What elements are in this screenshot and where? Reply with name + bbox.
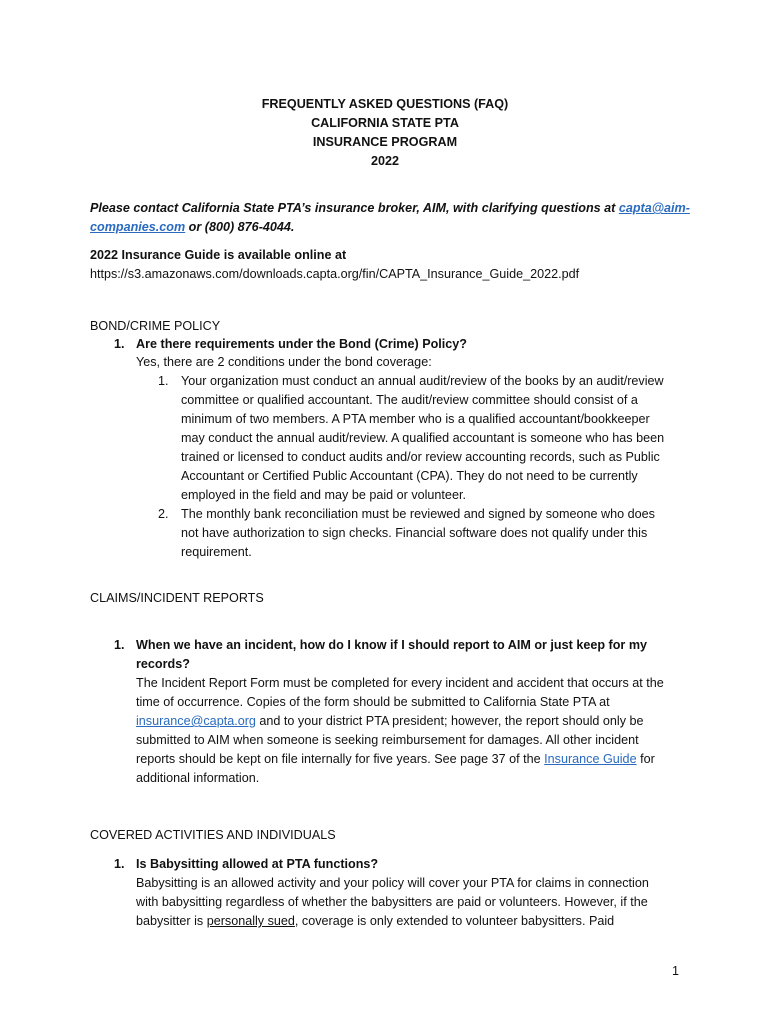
title-line-3: INSURANCE PROGRAM bbox=[312, 135, 458, 149]
claims-answer-line: The Incident Report Form must be completed for every incident and accident that occurs at the bbox=[136, 676, 664, 690]
bond-question-number: 1. bbox=[114, 337, 125, 351]
claims-answer-line: time of occurrence. Copies of the form should be submitted to California State PTA at bbox=[136, 695, 610, 709]
contact-email-link-cont[interactable]: companies.com bbox=[90, 220, 186, 234]
bond-condition-1-number: 1. bbox=[158, 374, 169, 388]
contact-line-2 bbox=[90, 218, 294, 237]
bond-condition-2-line: The monthly bank reconciliation must be reviewed and signed by someone who does bbox=[181, 507, 655, 521]
claims-answer-line bbox=[136, 750, 655, 769]
title-line-2: CALIFORNIA STATE PTA bbox=[311, 116, 459, 130]
claims-answer-line: additional information. bbox=[136, 771, 260, 785]
bond-condition-1-line: minimum of two members. A PTA member who is a qualified accountant/bookkeeper bbox=[181, 412, 650, 426]
insurance-email-link[interactable]: insurance@capta.org bbox=[136, 714, 256, 728]
bond-condition-1-line: employed in the field and may be paid or volunteer. bbox=[181, 488, 466, 502]
section-heading-bond: BOND/CRIME POLICY bbox=[90, 319, 221, 333]
covered-answer-text: babysitter is bbox=[136, 914, 207, 928]
personally-sued-emphasis: personally sued bbox=[206, 914, 295, 928]
claims-answer-line: submitted to AIM when someone is seeking reimbursement for damages. All other incident bbox=[136, 733, 639, 747]
covered-question-number: 1. bbox=[114, 857, 125, 871]
contact-phone: or (800) 876-4044. bbox=[185, 220, 295, 234]
covered-answer-line: with babysitting regardless of whether the babysitters are paid or volunteers. However, if the bbox=[136, 895, 648, 909]
claims-question-line: records? bbox=[136, 657, 190, 671]
claims-answer-text: and to your district PTA president; however, the report should only be bbox=[255, 714, 644, 728]
bond-condition-1-line: Accountant or Certified Public Accountant (CPA). They do not need to be currently bbox=[181, 469, 638, 483]
claims-question-number: 1. bbox=[114, 638, 125, 652]
bond-condition-2-number: 2. bbox=[158, 507, 169, 521]
covered-answer-line: Babysitting is an allowed activity and your policy will cover your PTA for claims in connection bbox=[136, 876, 649, 890]
contact-line-1 bbox=[90, 199, 690, 218]
covered-question: Is Babysitting allowed at PTA functions? bbox=[136, 857, 379, 871]
claims-question-line: When we have an incident, how do I know if I should report to AIM or just keep for my bbox=[136, 638, 648, 652]
claims-answer-line bbox=[136, 712, 644, 731]
page-number: 1 bbox=[672, 964, 680, 978]
claims-answer-text: for bbox=[636, 752, 655, 766]
title-line-1: FREQUENTLY ASKED QUESTIONS (FAQ) bbox=[261, 97, 509, 111]
bond-answer-intro: Yes, there are 2 conditions under the bond coverage: bbox=[136, 355, 432, 369]
insurance-guide-link[interactable]: Insurance Guide bbox=[544, 752, 637, 766]
section-heading-covered: COVERED ACTIVITIES AND INDIVIDUALS bbox=[90, 828, 336, 842]
contact-email-link[interactable]: capta@aim- bbox=[618, 201, 690, 215]
bond-condition-1-line: may conduct the annual audit/review. A qualified accountant is someone who has been bbox=[181, 431, 665, 445]
guide-title: 2022 Insurance Guide is available online at bbox=[90, 248, 347, 262]
bond-question: Are there requirements under the Bond (Crime) Policy? bbox=[136, 337, 467, 351]
bond-condition-1-line: Your organization must conduct an annual audit/review of the books by an audit/review bbox=[181, 374, 664, 388]
section-heading-claims: CLAIMS/INCIDENT REPORTS bbox=[90, 591, 264, 605]
covered-answer-text: , coverage is only extended to volunteer babysitters. Paid bbox=[294, 914, 615, 928]
bond-condition-1-line: trained or licensed to conduct audits and/or review accounting records, such as Public bbox=[181, 450, 660, 464]
title-year: 2022 bbox=[370, 154, 400, 168]
bond-condition-2-line: not have authorization to sign checks. Financial software does not qualify under this bbox=[181, 526, 648, 540]
bond-condition-1-line: committee or qualified accountant. The audit/review committee should consist of a bbox=[181, 393, 638, 407]
bond-condition-2-line: requirement. bbox=[181, 545, 252, 559]
claims-answer-text: reports should be kept on file internally for five years. See page 37 of the bbox=[136, 752, 545, 766]
covered-answer-line bbox=[136, 912, 614, 931]
contact-text: Please contact California State PTA’s insurance broker, AIM, with clarifying questions at bbox=[90, 201, 619, 215]
guide-url: https://s3.amazonaws.com/downloads.capta.org/fin/CAPTA_Insurance_Guide_2022.pdf bbox=[90, 267, 580, 281]
